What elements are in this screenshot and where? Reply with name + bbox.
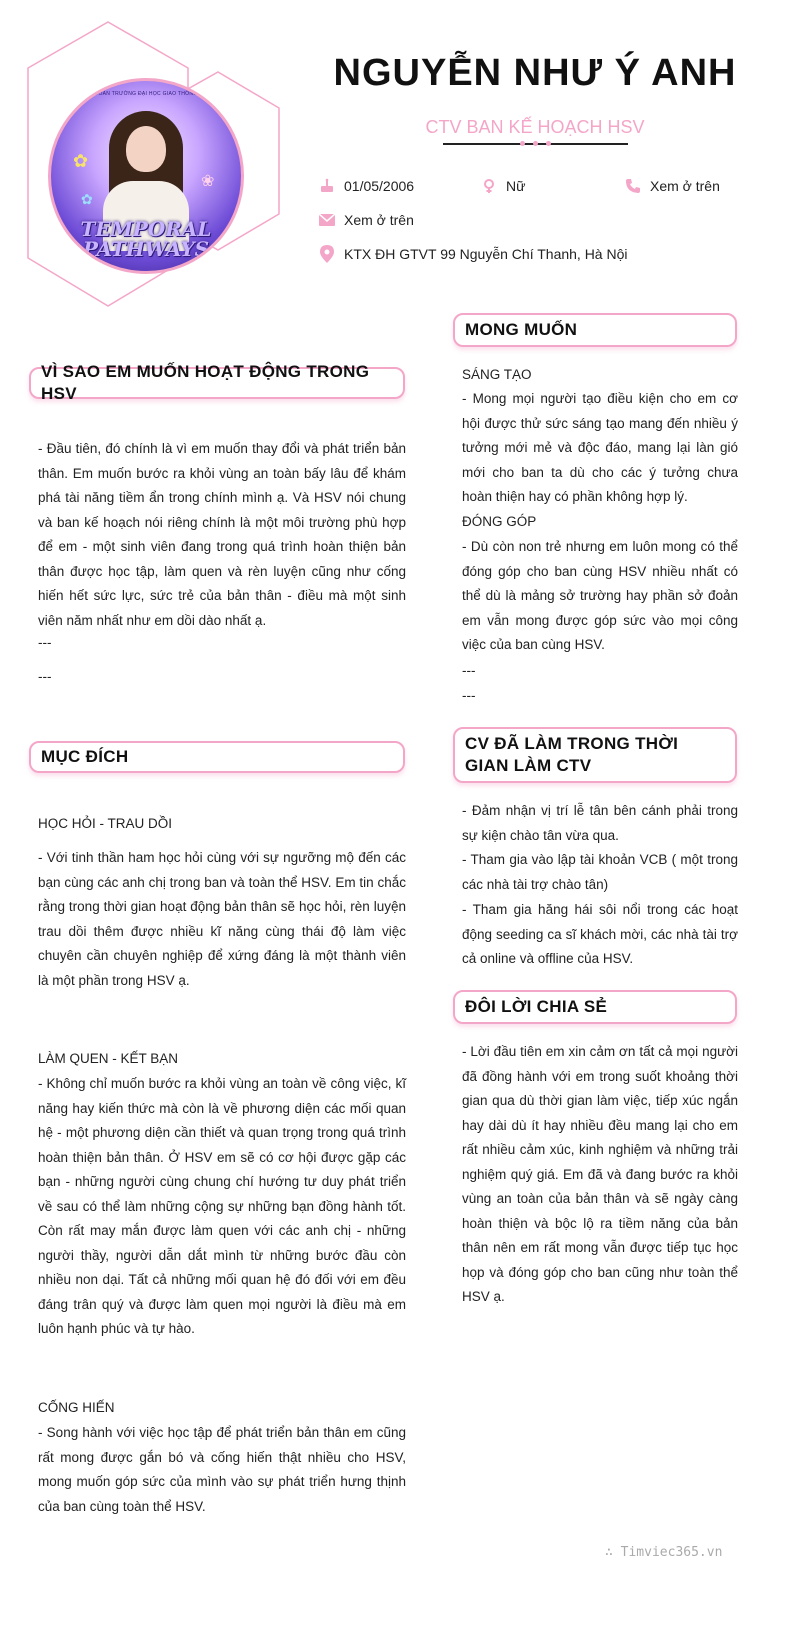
section-title-ctv-work: CV ĐÃ LÀM TRONG THỜI GIAN LÀM CTV <box>453 727 737 783</box>
person-name: NGUYỄN NHƯ Ý ANH <box>333 52 737 94</box>
birthday-value: 01/05/2006 <box>344 178 415 194</box>
creative-text: - Mong mọi người tạo điều kiện cho em cơ hội được thử sức sáng tạo mang đến nhiều ý tưởng mới mẻ và độc đáo, mang lại làn gió mới cho ban ta dù cho các ý tưởng chưa hoàn thiện hay có phần không hợp lý. <box>462 391 738 504</box>
avatar-banner-text: ĐOÀN TRƯỜNG ĐẠI HỌC GIAO THÔNG <box>94 91 198 97</box>
address-value: KTX ĐH GTVT 99 Nguyễn Chí Thanh, Hà Nội <box>344 246 628 262</box>
reason-dash-2: --- <box>38 669 52 684</box>
avatar-logo-text: TEMPORAL PATHWAYS <box>80 217 212 261</box>
learn-text: - Với tinh thần ham học hỏi cùng với sự ngưỡng mộ đến các bạn cùng các anh chị trong ban và toàn thể HSV. Em tin chắc rằng trong thời gian hoạt động bản thân sẽ học hỏi, rèn luyện trau dồi thêm được nhiều kĩ năng cùng thái độ làm việc chuyên cần chuyên nghiệp để xứng đáng là một thành viên là một phần trong HSV ạ. <box>38 850 406 988</box>
learn-heading: HỌC HỎI - TRAU DỒI <box>38 816 173 831</box>
watermark: ∴ Timviec365.vn <box>605 1545 723 1560</box>
cake-icon <box>318 177 336 195</box>
section-title-wish: MONG MUỐN <box>453 313 737 347</box>
contribute-text: - Song hành với việc học tập để phát triển bản thân em cũng rất mong được gắn bó và cống hiến thật nhiều cho HSV, mong muốn góp sức của mình vào sự phát triển hưng thịnh của ban cùng toàn thể HSV. <box>38 1425 406 1514</box>
ctv-work-item-2: - Tham gia vào lập tài khoản VCB ( một trong các nhà tài trợ chào tân) <box>462 852 738 892</box>
gender-info <box>480 177 525 195</box>
creative-heading: SÁNG TẠO <box>462 367 532 382</box>
contrib-heading: ĐÓNG GÓP <box>462 514 537 529</box>
email-value: Xem ở trên <box>344 212 414 228</box>
ctv-work-item-3: - Tham gia hăng hái sôi nổi trong các hoạt động seeding ca sĩ khách mời, các nhà tài trợ cả online và offline của HSV. <box>462 902 738 966</box>
phone-value: Xem ở trên <box>650 178 720 194</box>
flower-icon: ✿ <box>73 151 89 171</box>
location-pin-icon <box>318 245 336 263</box>
avatar-face <box>126 126 166 172</box>
reason-dash-1: --- <box>38 635 52 650</box>
birthday-info <box>318 177 414 195</box>
contrib-text: - Dù còn non trẻ nhưng em luôn mong có thể đóng góp cho ban cùng HSV nhiều nhất có thể dù là mảng sở trường hay phần sở đoản em vẫn mong được góp sức vào mọi công việc của ban cùng HSV. <box>462 539 738 652</box>
friend-heading: LÀM QUEN - KẾT BẠN <box>38 1051 179 1066</box>
section-title-purpose: MỤC ĐÍCH <box>29 741 405 773</box>
gender-value: Nữ <box>506 178 526 194</box>
mail-icon <box>318 211 336 229</box>
contribute-heading: CỐNG HIẾN <box>38 1400 115 1415</box>
divider-dots <box>518 139 558 149</box>
section-title-share: ĐÔI LỜI CHIA SẺ <box>453 990 737 1024</box>
gender-icon <box>480 177 498 195</box>
wish-dash-2: --- <box>462 688 476 703</box>
reason-text: - Đầu tiên, đó chính là vì em muốn thay đổi và phát triển bản thân. Em muốn bước ra khỏi vùng an toàn bấy lâu để khám phá tài năng tiềm ẩn trong chính mình ạ. Và HSV nói chung và ban kế hoạch nói riêng chính là một môi trường phù hợp để em - một sinh viên đang trong quá trình hoàn thiện bản thân được học tập, làm quen và rèn luyện cũng như cống hiến hết sức lực, sức trẻ của bản thân - điều mà một sinh viên năm nhất như em dồi dào nhất ạ. <box>38 441 406 628</box>
share-text: - Lời đầu tiên em xin cảm ơn tất cả mọi người đã đồng hành với em trong suốt khoảng thời gian qua dù thời gian làm việc, tiếp xúc ngắn hay dài dù ít hay nhiều đều mang lại cho em rất nhiều cảm xúc, kinh nghiệm và những trải nghiệm quý giá. Em đã và đang bước ra khỏi vùng an toàn của bản thân và sẽ ngày càng hoàn thiện và bộc lộ ra tiềm năng của bản thân nên em rất mong vẫn được tiếp tục học họp và đóng góp cho ban cũng như toàn thể HSV ạ. <box>462 1044 738 1304</box>
phone-info <box>624 177 720 195</box>
email-info <box>318 211 414 229</box>
friend-text: - Không chỉ muốn bước ra khỏi vùng an toàn về công việc, kĩ năng hay kiến thức mà còn là về phương diện các mối quan hệ - một phương diện cần thiết và quan trọng trong quá trình hoàn thiện bản thân. Ở HSV em sẽ có cơ hội được gặp các bạn - những người cùng chung chí hướng tư duy phát triển về sau có thể làm những cộng sự những bạn đồng hành tốt. Còn rất may mắn được làm quen với các anh chị - những người thầy, người dẫn dắt mình từ những bước đầu còn nhiều non dại. Tất cả những mối quan hệ đó đối với em đều đáng trân quý và được làm quen mọi người là điều mà em luôn hạnh phúc và tự hào. <box>38 1076 406 1336</box>
address-info <box>318 245 628 263</box>
avatar <box>48 78 244 274</box>
flower-icon: ✿ <box>81 191 93 207</box>
ctv-work-item-1: - Đảm nhận vị trí lễ tân bên cánh phải trong sự kiện chào tân vừa qua. <box>462 803 738 843</box>
flower-icon: ❀ <box>201 173 215 190</box>
wish-dash-1: --- <box>462 663 476 678</box>
phone-icon <box>624 177 642 195</box>
section-title-reason: VÌ SAO EM MUỐN HOẠT ĐỘNG TRONG HSV <box>29 367 405 399</box>
role-title: CTV BAN KẾ HOẠCH HSV <box>425 117 645 137</box>
